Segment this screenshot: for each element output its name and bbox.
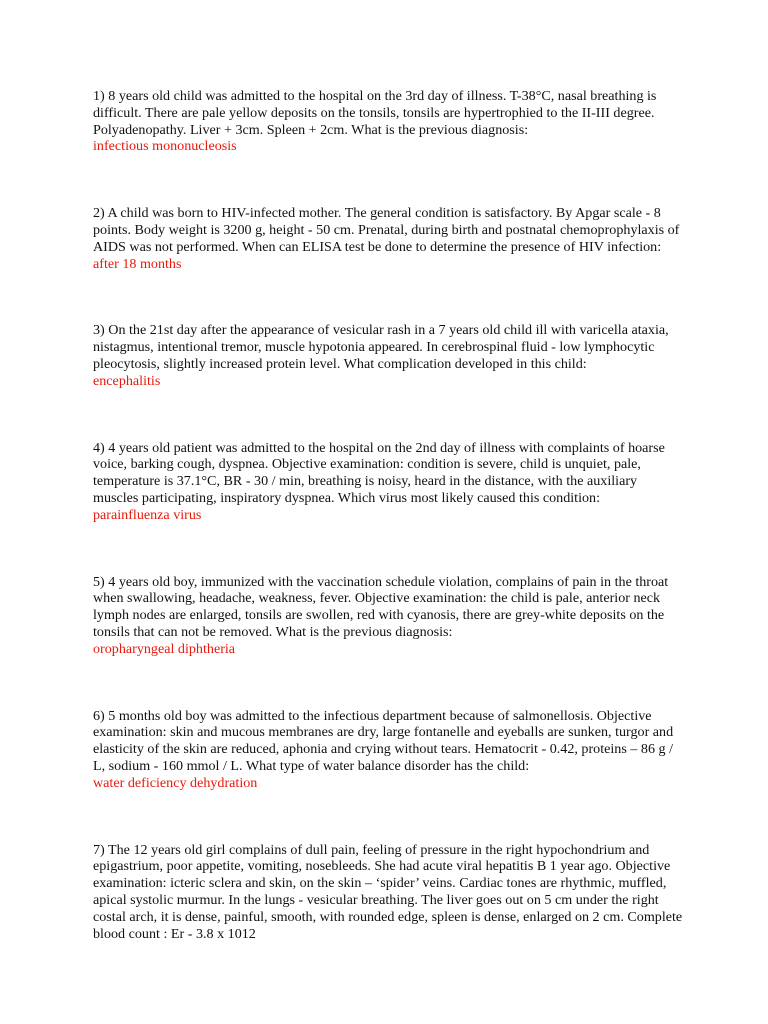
answer-text: oropharyngeal diphtheria bbox=[93, 640, 236, 657]
answer-text: infectious mononucleosis bbox=[93, 138, 237, 155]
answer-text: water deficiency dehydration bbox=[93, 774, 258, 791]
document-page bbox=[93, 88, 683, 992]
question-text: 1) 8 years old child was admitted to the hospital on the 3rd day of illness. T-38°C, nasal breathing is difficult. There are pale yellow deposits on the tonsils, tonsils are hypertrophied to the II-III degree. Polyadenopathy. Liver + 3cm. Spleen + 2cm. What is the previous diagnosis: bbox=[93, 88, 657, 138]
question-text: 6) 5 months old boy was admitted to the infectious department because of salmonellosis. Objective examination: skin and mucous membranes are dry, large fontanelle and eyeballs are sunken, turgor and elasticity of the skin are reduced, aphonia and crying without tears. Hematocrit - 0.42, proteins – 86 g / L, sodium - 160 mmol / L. What type of water balance disorder has the child: bbox=[93, 707, 674, 774]
answer-text: encephalitis bbox=[93, 372, 161, 389]
question-text: 7) The 12 years old girl complains of dull pain, feeling of pressure in the right hypochondrium and epigastrium, poor appetite, vomiting, nosebleeds. She had acute viral hepatitis B 1 year ago. Objective examination: icteric sclera and skin, on the skin – ‘spider’ veins. Cardiac tones are rhythmic, muffled, apical systolic murmur. In the lungs - vesicular breathing. The liver goes out on 5 cm under the right costal arch, it is dense, painful, smooth, with rounded edge, spleen is dense, enlarged on 2 cm. Complete blood count : Er - 3.8 x 1012 bbox=[93, 841, 683, 942]
question-block-2 bbox=[93, 205, 683, 272]
question-text: 3) On the 21st day after the appearance of vesicular rash in a 7 years old child ill with varicella ataxia, nistagmus, intentional tremor, muscle hypotonia appeared. In cerebrospinal fluid - low lymphocytic pleocytosis, slightly increased protein level. What complication developed in this child: bbox=[93, 322, 669, 372]
question-text: 4) 4 years old patient was admitted to the hospital on the 2nd day of illness with complaints of hoarse voice, barking cough, dyspnea. Objective examination: condition is severe, child is unquiet, pale, temperature is 37.1°C, BR - 30 / min, breathing is noisy, heard in the distance, with the auxiliary muscles participating, inspiratory dyspnea. Which virus most likely caused this condition: bbox=[93, 439, 665, 506]
question-text: 2) A child was born to HIV-infected mother. The general condition is satisfactory. By Apgar scale - 8 points. Body weight is 3200 g, height - 50 cm. Prenatal, during birth and postnatal chemoprophylaxis of AIDS was not performed. When can ELISA test be done to determine the presence of HIV infection: bbox=[93, 205, 680, 255]
question-block-6 bbox=[93, 708, 683, 792]
question-block-5 bbox=[93, 574, 683, 658]
question-block-1 bbox=[93, 88, 683, 155]
question-block-7 bbox=[93, 842, 683, 943]
question-text: 5) 4 years old boy, immunized with the vaccination schedule violation, complains of pain in the throat when swallowing, headache, weakness, fever. Objective examination: the child is pale, anterior neck lymph nodes are enlarged, tonsils are swollen, red with cyanosis, there are grey-white deposits on the tonsils that can not be removed. What is the previous diagnosis: bbox=[93, 573, 669, 640]
question-block-4 bbox=[93, 440, 683, 524]
question-block-3 bbox=[93, 322, 683, 389]
answer-text: parainfluenza virus bbox=[93, 506, 202, 523]
answer-text: after 18 months bbox=[93, 255, 182, 272]
